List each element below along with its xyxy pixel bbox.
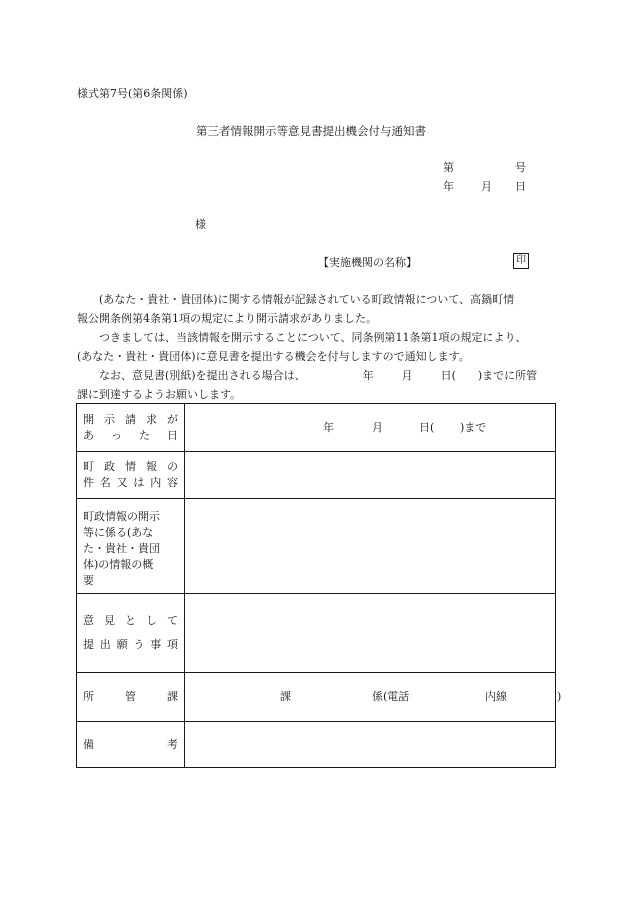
- paragraph-2-text-a: つきましては、当該情報を開示することについて、同条例第11条第1項の規定により、: [99, 331, 527, 344]
- paragraph-1-line-1: [77, 293, 557, 307]
- opinion-value[interactable]: [185, 594, 556, 673]
- remarks-value[interactable]: [185, 722, 556, 768]
- info-summary-header-line-1: 町政情報の開示: [83, 510, 160, 523]
- info-summary-header-line-4: 体)の情報の概: [83, 558, 154, 571]
- department-value[interactable]: [185, 673, 562, 722]
- paragraph-3-line-2: 課に到達するようお願いします。: [77, 388, 242, 401]
- form-number: 様式第7号(第6条関係): [77, 87, 188, 100]
- info-summary-header-line-3: た・貴社・貴団: [83, 542, 160, 555]
- paragraph-3-text-a: なお、意見書(別紙)を提出される場合は、: [99, 369, 306, 382]
- subject-value[interactable]: [185, 452, 556, 499]
- remarks-header-label: 備考: [83, 737, 178, 751]
- request-date-header-line-2: あった日: [83, 428, 178, 442]
- subject-header: [77, 452, 185, 499]
- table-row-opinion: [77, 594, 556, 673]
- deadline-day-label: 日( )までに所管: [440, 369, 538, 382]
- paragraph-2-line-2: (あなた・貴社・貴団体)に意見書を提出する機会を付与しますので通知します。: [77, 350, 470, 363]
- department-section-label: 課: [280, 690, 291, 703]
- opinion-header-line-1: 意見として: [83, 614, 178, 627]
- opinion-header-line-2: 提出願う事項: [83, 638, 178, 651]
- document-number-label: 第: [443, 161, 454, 174]
- deadline-year-label: 年: [362, 369, 374, 382]
- info-summary-value[interactable]: [185, 499, 556, 594]
- paragraph-1-text-a: (あなた・貴社・貴団体)に関する情報が記録されている町政情報について、高鍋町情: [99, 293, 515, 306]
- table-row-subject: [77, 452, 556, 499]
- date-day-label: 日: [515, 180, 526, 193]
- seal-mark: 印: [513, 253, 529, 269]
- request-month-label: 月: [372, 420, 383, 434]
- info-summary-header-line-5: 要: [83, 574, 94, 587]
- paragraph-2-line-1: [77, 331, 557, 345]
- paragraph-1-line-2: 報公開条例第4条第1項の規定により開示請求がありました。: [77, 312, 377, 325]
- remarks-header: [77, 722, 185, 768]
- paragraph-3-line-1: [77, 369, 557, 383]
- request-day-label: 日(: [419, 420, 435, 434]
- date-month-label: 月: [481, 180, 492, 193]
- department-close-paren: ): [557, 690, 562, 703]
- department-extension-label: 内線: [485, 690, 507, 703]
- info-summary-header: [77, 499, 185, 594]
- department-header-label: 所管課: [83, 690, 178, 703]
- request-year-label: 年: [323, 420, 334, 434]
- document-number-suffix: 号: [515, 161, 526, 174]
- opinion-header: [77, 594, 185, 673]
- table-row-request-date: [77, 404, 556, 452]
- table-row-remarks: [77, 722, 556, 768]
- table-row-department: [77, 673, 556, 722]
- request-until-label: )まで: [460, 420, 487, 434]
- table-row-info-summary: [77, 499, 556, 594]
- subject-header-line-2: 件名又は内容: [83, 476, 178, 489]
- agency-name: 【実施機関の名称】: [318, 256, 417, 269]
- info-summary-header-line-2: 等に係る(あな: [83, 526, 154, 539]
- request-date-header: [77, 404, 185, 452]
- subject-header-line-1: 町政情報の: [83, 460, 178, 473]
- department-staff-phone-label: 係(電話: [372, 690, 410, 703]
- deadline-month-label: 月: [401, 369, 413, 382]
- request-date-header-line-1: 開示請求が: [83, 412, 178, 426]
- request-date-value[interactable]: [185, 404, 556, 452]
- date-year-label: 年: [443, 180, 454, 193]
- information-table: [76, 403, 562, 768]
- addressee-honorific: 様: [195, 218, 206, 231]
- document-title: 第三者情報開示等意見書提出機会付与通知書: [196, 124, 426, 138]
- department-header: [77, 673, 185, 722]
